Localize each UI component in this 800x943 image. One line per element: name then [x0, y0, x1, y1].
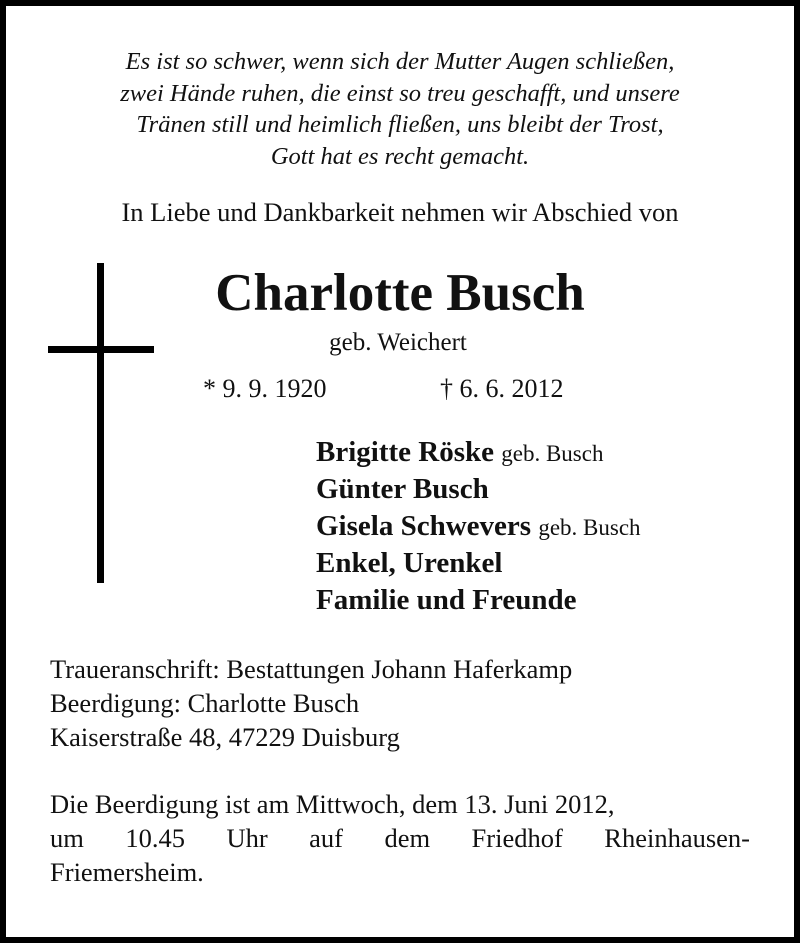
- address-block: [50, 652, 572, 754]
- notice-word: 10.45: [125, 823, 185, 853]
- address-line: Traueranschrift: Bestattungen Johann Haferkamp: [50, 654, 573, 684]
- notice-line-justified: [50, 821, 750, 855]
- deceased-name: Charlotte Busch: [215, 264, 585, 322]
- mourner-name: Günter Busch: [316, 473, 489, 505]
- mourner-name: Enkel, Urenkel: [316, 547, 503, 579]
- mourner-name: Brigitte Röske: [316, 436, 494, 468]
- cross-icon-vertical-bar: [97, 263, 104, 583]
- poem-line: Tränen still und heimlich fließen, uns bleibt der Trost,: [136, 111, 664, 138]
- notice-word: Rheinhausen-: [604, 823, 750, 853]
- mourner: [316, 508, 641, 545]
- death-date: † 6. 6. 2012: [440, 374, 564, 403]
- address-line: Beerdigung: Charlotte Busch: [50, 688, 360, 718]
- poem-line: zwei Hände ruhen, die einst so treu geschafft, und unsere: [120, 79, 680, 107]
- notice-line: Friemersheim.: [50, 857, 204, 887]
- notice-word: Friedhof: [471, 823, 563, 853]
- mourner-name: Gisela Schwevers: [316, 510, 532, 542]
- notice-text: Die Beerdigung ist am Mittwoch, dem 13. Juni 2012,: [50, 789, 615, 819]
- notice-word: auf: [309, 823, 343, 853]
- mourner-note: geb. Busch: [538, 515, 641, 540]
- mourner: [316, 545, 641, 582]
- address-line: Kaiserstraße 48, 47229 Duisburg: [50, 722, 400, 752]
- mourner: [316, 471, 641, 508]
- birth-date: * 9. 9. 1920: [203, 374, 327, 403]
- mourners-list: [316, 434, 641, 619]
- mourner-name: Familie und Freunde: [316, 584, 577, 616]
- poem: [40, 46, 760, 172]
- mourner: [316, 582, 641, 619]
- intro-text: In Liebe und Dankbarkeit nehmen wir Abschied von: [121, 197, 679, 227]
- funeral-notice: [50, 787, 750, 889]
- mourner: [316, 434, 641, 471]
- poem-line: Gott hat es recht gemacht.: [270, 142, 530, 170]
- notice-word: dem: [384, 823, 431, 853]
- poem-line: Es ist so schwer, wenn sich der Mutter Augen schließen,: [125, 48, 675, 75]
- notice-word: Uhr: [226, 823, 268, 853]
- notice-word: um: [50, 823, 84, 853]
- notice-line: [50, 787, 750, 821]
- mourner-note: geb. Busch: [501, 441, 604, 466]
- maiden-name: geb. Weichert: [329, 329, 467, 356]
- cross-icon-horizontal-bar: [48, 346, 154, 353]
